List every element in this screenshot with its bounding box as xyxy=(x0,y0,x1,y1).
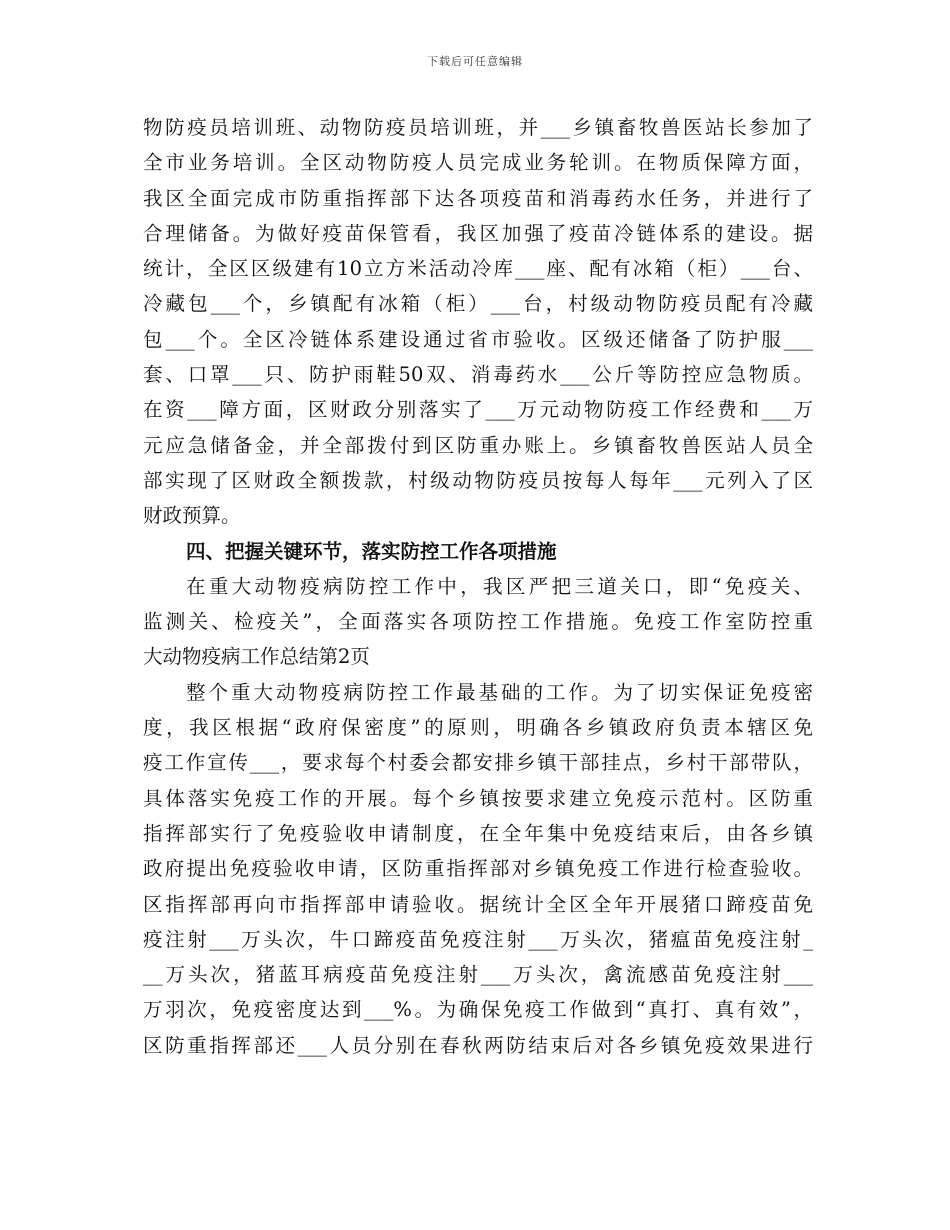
text-line: 部实现了区财政全额拨款，村级动物防疫员按每人每年___元列入了区 xyxy=(143,468,813,492)
text-line: 疫工作宣传___，要求每个村委会都安排乡镇干部挂点，乡村干部带队， xyxy=(143,751,813,775)
page-header: 下载后可任意编辑 xyxy=(427,55,523,68)
section-heading: 四、把握关键环节，落实防控工作各项措施 xyxy=(186,539,557,563)
text-line: 大动物疫病工作总结第2页 xyxy=(143,645,370,669)
text-line: 在资___障方面，区财政分别落实了___万元动物防疫工作经费和___万 xyxy=(143,398,813,422)
paragraph-first-line: 整个重大动物疫病防控工作最基础的工作。为了切实保证免疫密 xyxy=(186,680,813,704)
text-line: 区指挥部再向市指挥部申请验收。据统计全区全年开展猪口蹄疫苗免 xyxy=(143,892,813,916)
text-line: 政府提出免疫验收申请，区防重指挥部对乡镇免疫工作进行检查验收。 xyxy=(143,857,813,881)
text-line: 冷藏包___个，乡镇配有冰箱（柜）___台，村级动物防疫员配有冷藏 xyxy=(143,292,813,316)
text-line: 财政预算。 xyxy=(143,504,241,528)
text-line: 合理储备。为做好疫苗保管看，我区加强了疫苗冷链体系的建设。据 xyxy=(143,221,813,245)
text-line: 万羽次，免疫密度达到___%。为确保免疫工作做到“真打、真有效”， xyxy=(143,998,813,1022)
text-line: 套、口罩___只、防护雨鞋50双、消毒药水___公斤等防控应急物质。 xyxy=(143,363,813,387)
text-line: 具体落实免疫工作的开展。每个乡镇按要求建立免疫示范村。区防重 xyxy=(143,786,813,810)
text-line: 度，我区根据“政府保密度”的原则，明确各乡镇政府负责本辖区免 xyxy=(143,716,813,740)
text-line: 监测关、检疫关”，全面落实各项防控工作措施。免疫工作室防控重 xyxy=(143,610,813,634)
text-line: __万头次，猪蓝耳病疫苗免疫注射___万头次，禽流感苗免疫注射___ xyxy=(143,963,813,987)
text-line: 全市业务培训。全区动物防疫人员完成业务轮训。在物质保障方面， xyxy=(143,151,813,175)
text-line: 元应急储备金，并全部拨付到区防重办账上。乡镇畜牧兽医站人员全 xyxy=(143,433,813,457)
text-line: 物防疫员培训班、动物防疫员培训班，并___乡镇畜牧兽医站长参加了 xyxy=(143,116,813,139)
text-line: 区防重指挥部还___人员分别在春秋两防结束后对各乡镇免疫效果进行 xyxy=(143,1033,813,1057)
text-line: 疫注射___万头次，牛口蹄疫苗免疫注射___万头次，猪瘟苗免疫注射_ xyxy=(143,927,813,951)
document-body xyxy=(143,110,813,1063)
text-line: 统计，全区区级建有10立方米活动冷库___座、配有冰箱（柜）___台、 xyxy=(143,257,813,281)
text-line: 包___个。全区冷链体系建设通过省市验收。区级还储备了防护服___ xyxy=(143,327,813,351)
text-line: 指挥部实行了免疫验收申请制度，在全年集中免疫结束后，由各乡镇 xyxy=(143,821,813,845)
text-line: 我区全面完成市防重指挥部下达各项疫苗和消毒药水任务，并进行了 xyxy=(143,186,813,210)
paragraph-first-line: 在重大动物疫病防控工作中，我区严把三道关口，即“免疫关、 xyxy=(186,574,813,598)
